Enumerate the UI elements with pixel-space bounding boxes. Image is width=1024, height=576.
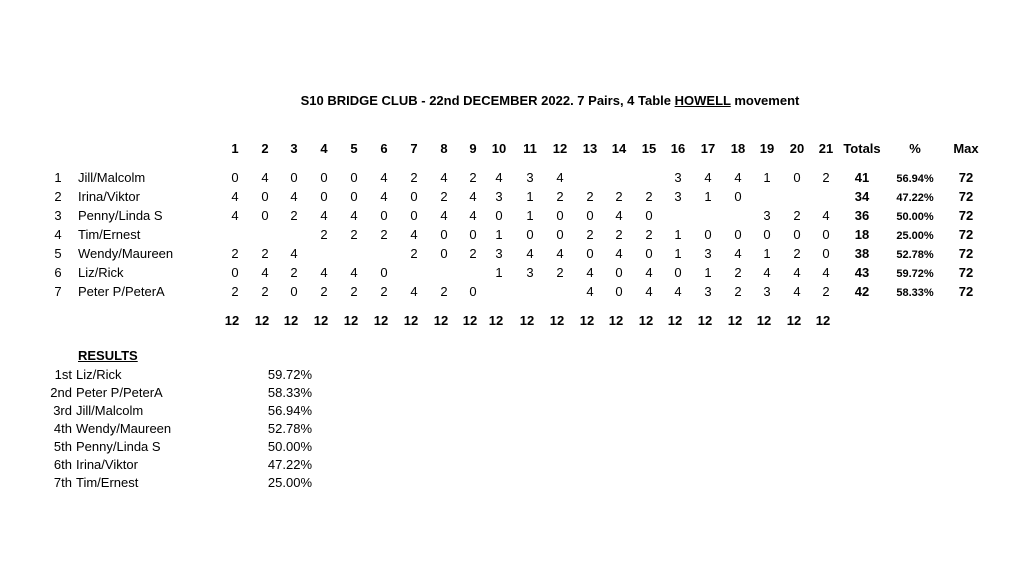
column-header: 6 [380, 141, 388, 156]
column-header: 14 [611, 141, 627, 156]
row-max: 72 [958, 189, 974, 204]
column-header: 13 [582, 141, 598, 156]
score-cell: 1 [526, 189, 534, 204]
score-cell: 4 [645, 265, 653, 280]
row-percent: 58.33% [896, 287, 934, 299]
column-total: 12 [549, 313, 565, 328]
row-number: 2 [54, 189, 62, 204]
column-header: 2 [261, 141, 269, 156]
column-total: 12 [462, 313, 478, 328]
score-cell: 2 [469, 246, 477, 261]
score-cell: 0 [704, 227, 712, 242]
score-cell: 0 [231, 265, 239, 280]
result-name: Tim/Ernest [76, 475, 139, 490]
row-max: 72 [958, 208, 974, 223]
score-cell: 0 [645, 208, 653, 223]
column-total: 12 [697, 313, 713, 328]
score-cell: 2 [734, 265, 742, 280]
score-cell: 0 [556, 208, 564, 223]
score-cell: 2 [320, 284, 328, 299]
score-cell: 0 [350, 189, 358, 204]
row-max: 72 [958, 227, 974, 242]
column-header: 4 [320, 141, 328, 156]
score-cell: 0 [410, 208, 418, 223]
score-cell: 4 [440, 170, 448, 185]
result-percent: 25.00% [267, 475, 312, 490]
title-underlined: HOWELL [674, 93, 731, 108]
score-cell: 3 [495, 189, 503, 204]
result-percent: 50.00% [267, 439, 312, 454]
pair-name: Jill/Malcolm [78, 170, 146, 185]
result-rank: 5th [53, 439, 72, 454]
score-cell: 2 [350, 284, 358, 299]
score-cell: 2 [231, 284, 239, 299]
score-cell: 4 [231, 208, 239, 223]
row-percent: 47.22% [896, 192, 934, 204]
score-cell: 3 [526, 170, 534, 185]
result-name: Jill/Malcolm [76, 403, 144, 418]
score-cell: 0 [261, 208, 269, 223]
score-cell: 4 [763, 265, 771, 280]
score-cell: 1 [495, 265, 503, 280]
score-cell: 4 [526, 246, 534, 261]
column-total: 12 [786, 313, 802, 328]
score-cell: 4 [320, 265, 328, 280]
column-total: 12 [283, 313, 299, 328]
score-cell: 4 [734, 246, 742, 261]
row-max: 72 [958, 284, 974, 299]
column-total: 12 [343, 313, 359, 328]
score-cell: 2 [380, 284, 388, 299]
score-cell: 4 [645, 284, 653, 299]
score-cell: 4 [556, 170, 564, 185]
column-header: 15 [641, 141, 657, 156]
row-number: 3 [54, 208, 62, 223]
score-cell: 4 [469, 208, 477, 223]
score-cell: 4 [320, 208, 328, 223]
column-header: 17 [700, 141, 716, 156]
column-header: 16 [670, 141, 686, 156]
column-header: 20 [789, 141, 805, 156]
column-total: 12 [667, 313, 683, 328]
score-cell: 0 [734, 189, 742, 204]
score-cell: 0 [440, 227, 448, 242]
score-cell: 1 [674, 246, 682, 261]
result-percent: 58.33% [267, 385, 312, 400]
result-rank: 2nd [50, 385, 72, 400]
score-cell: 3 [704, 246, 712, 261]
score-cell: 0 [615, 265, 623, 280]
score-cell: 4 [586, 284, 594, 299]
percent-header: % [909, 141, 921, 156]
score-cell: 4 [495, 170, 503, 185]
column-header: 21 [818, 141, 834, 156]
score-cell: 0 [586, 208, 594, 223]
score-cell: 4 [380, 170, 388, 185]
score-cell: 4 [793, 284, 801, 299]
score-cell: 4 [822, 208, 830, 223]
score-cell: 0 [526, 227, 534, 242]
row-percent: 52.78% [896, 249, 934, 261]
score-cell: 3 [495, 246, 503, 261]
score-cell: 2 [231, 246, 239, 261]
max-header: Max [953, 141, 979, 156]
column-header: 12 [552, 141, 568, 156]
pair-name: Penny/Linda S [78, 208, 163, 223]
score-cell: 0 [320, 170, 328, 185]
score-cell: 2 [586, 227, 594, 242]
score-cell: 4 [704, 170, 712, 185]
score-cell: 3 [674, 189, 682, 204]
score-cell: 3 [674, 170, 682, 185]
result-rank: 7th [53, 475, 72, 490]
pair-name: Irina/Viktor [78, 189, 140, 204]
row-percent: 50.00% [896, 211, 934, 223]
title-prefix: S10 BRIDGE CLUB - 22nd DECEMBER 2022. 7 Pairs, 4 Table [300, 93, 675, 108]
column-header: 3 [290, 141, 298, 156]
score-cell: 0 [645, 246, 653, 261]
row-percent: 25.00% [896, 230, 934, 242]
column-total: 12 [608, 313, 624, 328]
score-cell: 4 [674, 284, 682, 299]
score-cell: 0 [469, 284, 477, 299]
score-cell: 2 [645, 189, 653, 204]
row-percent: 59.72% [896, 268, 934, 280]
score-cell: 4 [615, 246, 623, 261]
result-name: Liz/Rick [76, 367, 122, 382]
column-total: 12 [433, 313, 449, 328]
score-cell: 4 [556, 246, 564, 261]
score-cell: 2 [440, 189, 448, 204]
column-total: 12 [224, 313, 240, 328]
column-header: 7 [410, 141, 418, 156]
pair-name: Liz/Rick [78, 265, 124, 280]
score-cell: 4 [469, 189, 477, 204]
column-total: 12 [488, 313, 504, 328]
pair-name: Wendy/Maureen [78, 246, 174, 261]
row-total: 36 [854, 208, 870, 223]
result-rank: 4th [53, 421, 72, 436]
score-cell: 0 [556, 227, 564, 242]
column-header: 18 [730, 141, 746, 156]
column-total: 12 [579, 313, 595, 328]
results-title: RESULTS [78, 348, 138, 363]
pair-name: Tim/Ernest [78, 227, 141, 242]
totals-header: Totals [843, 141, 881, 156]
row-total: 42 [854, 284, 870, 299]
column-total: 12 [638, 313, 654, 328]
title-suffix: movement [730, 93, 800, 108]
score-cell: 4 [350, 265, 358, 280]
score-cell: 2 [410, 170, 418, 185]
column-total: 12 [756, 313, 772, 328]
column-total: 12 [373, 313, 389, 328]
score-cell: 2 [261, 246, 269, 261]
row-total: 18 [854, 227, 870, 242]
result-name: Penny/Linda S [76, 439, 161, 454]
column-total: 12 [519, 313, 535, 328]
score-cell: 0 [793, 227, 801, 242]
result-name: Peter P/PeterA [76, 385, 163, 400]
score-cell: 0 [822, 227, 830, 242]
score-cell: 2 [822, 284, 830, 299]
column-header: 1 [231, 141, 239, 156]
row-number: 4 [54, 227, 62, 242]
row-percent: 56.94% [896, 173, 934, 185]
score-cell: 2 [793, 246, 801, 261]
score-cell: 2 [261, 284, 269, 299]
score-cell: 0 [822, 246, 830, 261]
column-total: 12 [815, 313, 831, 328]
score-cell: 4 [350, 208, 358, 223]
row-total: 41 [854, 170, 870, 185]
score-cell: 4 [410, 284, 418, 299]
column-total: 12 [403, 313, 419, 328]
score-cell: 4 [615, 208, 623, 223]
result-percent: 47.22% [267, 457, 312, 472]
score-cell: 0 [410, 189, 418, 204]
score-cell: 4 [261, 265, 269, 280]
score-cell: 2 [822, 170, 830, 185]
score-cell: 4 [380, 189, 388, 204]
score-cell: 4 [440, 208, 448, 223]
score-cell: 4 [290, 189, 298, 204]
score-cell: 4 [261, 170, 269, 185]
row-total: 34 [854, 189, 870, 204]
result-name: Irina/Viktor [76, 457, 138, 472]
score-cell: 0 [380, 208, 388, 223]
score-cell: 3 [763, 208, 771, 223]
page-title [0, 93, 1024, 108]
score-cell: 4 [734, 170, 742, 185]
result-rank: 6th [53, 457, 72, 472]
score-cell: 0 [290, 170, 298, 185]
score-cell: 0 [380, 265, 388, 280]
column-total: 12 [254, 313, 270, 328]
score-cell: 0 [793, 170, 801, 185]
score-cell: 0 [763, 227, 771, 242]
result-rank: 1st [54, 367, 72, 382]
score-cell: 0 [231, 170, 239, 185]
row-max: 72 [958, 246, 974, 261]
score-cell: 1 [763, 170, 771, 185]
score-cell: 1 [704, 265, 712, 280]
result-name: Wendy/Maureen [76, 421, 172, 436]
score-cell: 0 [261, 189, 269, 204]
score-cell: 1 [704, 189, 712, 204]
score-cell: 2 [410, 246, 418, 261]
score-cell: 0 [320, 189, 328, 204]
score-cell: 2 [645, 227, 653, 242]
score-cell: 0 [495, 208, 503, 223]
score-cell: 3 [763, 284, 771, 299]
result-percent: 59.72% [267, 367, 312, 382]
score-cell: 4 [793, 265, 801, 280]
score-cell: 4 [410, 227, 418, 242]
row-number: 5 [54, 246, 62, 261]
score-cell: 0 [615, 284, 623, 299]
row-total: 43 [854, 265, 870, 280]
row-max: 72 [958, 170, 974, 185]
column-total: 12 [727, 313, 743, 328]
score-cell: 2 [615, 227, 623, 242]
column-header: 9 [469, 141, 477, 156]
score-cell: 0 [674, 265, 682, 280]
score-cell: 2 [586, 189, 594, 204]
score-cell: 1 [674, 227, 682, 242]
row-number: 6 [54, 265, 62, 280]
row-number: 1 [54, 170, 62, 185]
score-cell: 2 [469, 170, 477, 185]
score-cell: 1 [526, 208, 534, 223]
score-cell: 2 [556, 189, 564, 204]
score-cell: 4 [231, 189, 239, 204]
score-cell: 2 [440, 284, 448, 299]
column-header: 10 [491, 141, 507, 156]
score-cell: 0 [469, 227, 477, 242]
score-cell: 2 [320, 227, 328, 242]
score-cell: 1 [495, 227, 503, 242]
result-percent: 56.94% [267, 403, 312, 418]
score-cell: 3 [526, 265, 534, 280]
column-header: 11 [523, 141, 537, 156]
score-cell: 0 [734, 227, 742, 242]
score-cell: 0 [350, 170, 358, 185]
score-cell: 0 [440, 246, 448, 261]
score-cell: 2 [290, 208, 298, 223]
score-cell: 2 [350, 227, 358, 242]
row-total: 38 [854, 246, 870, 261]
result-rank: 3rd [53, 403, 72, 418]
column-header: 5 [350, 141, 358, 156]
column-total: 12 [313, 313, 329, 328]
score-cell: 2 [380, 227, 388, 242]
score-cell: 4 [290, 246, 298, 261]
column-header: 19 [759, 141, 775, 156]
score-cell: 2 [556, 265, 564, 280]
score-cell: 4 [822, 265, 830, 280]
score-cell: 4 [586, 265, 594, 280]
score-cell: 1 [763, 246, 771, 261]
score-cell: 2 [290, 265, 298, 280]
row-number: 7 [54, 284, 62, 299]
result-percent: 52.78% [267, 421, 312, 436]
pair-name: Peter P/PeterA [78, 284, 165, 299]
score-cell: 2 [734, 284, 742, 299]
score-cell: 0 [290, 284, 298, 299]
score-cell: 0 [586, 246, 594, 261]
score-cell: 2 [615, 189, 623, 204]
row-max: 72 [958, 265, 974, 280]
score-cell: 2 [793, 208, 801, 223]
column-header: 8 [440, 141, 448, 156]
score-cell: 3 [704, 284, 712, 299]
